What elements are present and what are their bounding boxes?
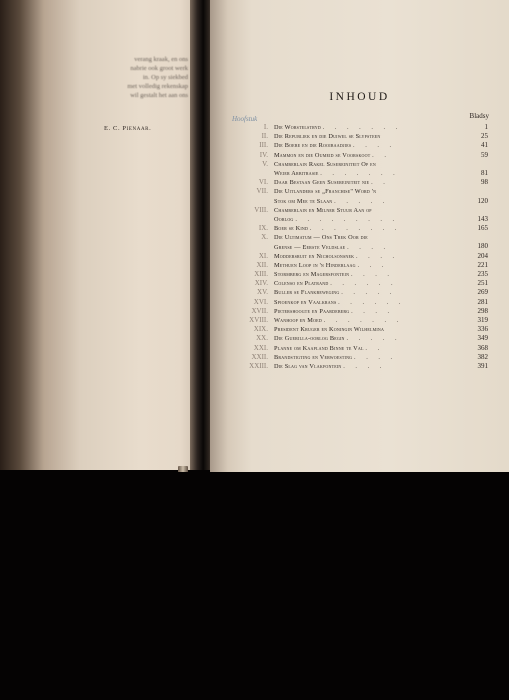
page-number: 298 xyxy=(477,306,488,315)
toc-entry xyxy=(212,123,502,132)
toc-entry xyxy=(212,325,502,334)
chapter-title xyxy=(274,132,454,141)
chapter-title-text: Chamberlain en Milner Stuur Aan op xyxy=(274,206,372,214)
page-number: 1 xyxy=(484,123,488,131)
toc-entry xyxy=(212,160,502,178)
chapter-number: XI. xyxy=(258,251,268,260)
left-page-line: nabrie ook groot werk xyxy=(130,65,188,72)
page-number: 221 xyxy=(477,260,488,269)
dark-background xyxy=(0,472,509,700)
leader-dots: . . . . xyxy=(356,252,399,260)
chapter-number: XV. xyxy=(257,288,268,297)
chapter-number: III. xyxy=(259,141,268,150)
chapter-title-text: Pietershoogte en Paardeberg xyxy=(274,307,350,315)
chapter-number: XXII. xyxy=(251,352,268,361)
leader-dots: . . . . xyxy=(350,271,394,279)
leader-dots: . . . . xyxy=(353,142,396,150)
leader-dots: . . . . xyxy=(347,243,390,251)
leader-dots: . . . . xyxy=(354,353,397,361)
leader-dots: . . . . . . . xyxy=(322,124,402,131)
leader-dots: . . xyxy=(365,344,384,352)
leader-dots: . . . . . . xyxy=(338,298,405,306)
leader-dots: . . . . xyxy=(351,307,394,315)
chapter-number: II. xyxy=(261,132,268,141)
chapter-title-text: Methuen Loop in 'n Hinderlaag xyxy=(274,261,356,269)
chapter-column-label: Hoofstuk xyxy=(232,115,258,123)
chapter-title xyxy=(274,362,454,371)
chapter-title-text: Daar Bestaan Geen Susereiniteit nie xyxy=(274,179,370,187)
page-number: 204 xyxy=(477,251,488,260)
chapter-title-continued: Oorlog xyxy=(274,215,294,223)
right-page xyxy=(210,0,509,472)
toc-entry xyxy=(212,187,502,205)
leader-dots: . . . . . . . xyxy=(320,169,400,177)
toc-entry xyxy=(212,288,502,297)
chapter-title xyxy=(274,279,454,288)
page-number: 81 xyxy=(481,168,488,177)
chapter-title-text: Die Slag van Vlakfontein xyxy=(274,362,342,370)
left-page-line: in. Op sy siekbed xyxy=(142,74,188,81)
chapter-title xyxy=(274,141,454,150)
chapter-number: XVI. xyxy=(253,297,268,306)
chapter-number: V. xyxy=(262,159,268,168)
chapter-number: I. xyxy=(263,123,268,131)
toc-entry xyxy=(212,270,502,279)
chapter-title-text: Die Worstelstryd xyxy=(274,124,321,131)
chapter-number: VIII. xyxy=(254,205,268,214)
chapter-title-text: Die Ultimatum — Ons Trek Oor die xyxy=(274,234,368,242)
page-number: 165 xyxy=(477,224,488,233)
chapter-number: XXI. xyxy=(253,343,268,352)
page-number: 391 xyxy=(477,361,488,370)
chapter-number: VII. xyxy=(256,187,268,196)
page-number: 120 xyxy=(477,196,488,205)
chapter-title-text: Mammon en die Oumeid se Voorskoot xyxy=(274,151,371,159)
leader-dots: . . . . . xyxy=(341,289,396,297)
chapter-number: VI. xyxy=(258,178,268,187)
toc-entry xyxy=(212,362,502,371)
chapter-number: XXIII. xyxy=(249,361,268,370)
toc-entry xyxy=(212,334,502,343)
toc-entry xyxy=(212,307,502,316)
author-signature: E. C. Pienaar. xyxy=(104,125,152,132)
chapter-title xyxy=(274,353,454,362)
chapter-title-text: Die Uitlanders se „Franchise" Word 'n xyxy=(274,188,377,196)
toc-entry xyxy=(212,279,502,288)
toc-entry xyxy=(212,178,502,187)
chapter-title xyxy=(274,270,454,279)
page-number: 368 xyxy=(477,343,488,352)
chapter-number: XIV. xyxy=(254,279,268,288)
chapter-title-text: Die Republiek en die Duiwel se Slypsteen xyxy=(274,133,381,141)
left-page-line: wil gestalt het aan ons xyxy=(130,92,188,99)
chapter-number: XII. xyxy=(256,260,268,269)
left-page-line: met volledig rekenskap xyxy=(127,83,188,90)
chapter-title xyxy=(274,261,454,270)
table-of-contents xyxy=(212,123,502,371)
chapter-number: XX. xyxy=(256,334,268,343)
chapter-title xyxy=(274,344,454,353)
chapter-title xyxy=(274,151,454,160)
chapter-title xyxy=(274,206,454,224)
chapter-title-text: Buller se Flankbeweging xyxy=(274,289,340,297)
chapter-title xyxy=(274,160,454,178)
chapter-title-continued: Weier Arbitrasie xyxy=(274,169,319,177)
toc-entry xyxy=(212,206,502,224)
chapter-number: XIX. xyxy=(253,325,268,334)
page-number: 319 xyxy=(477,316,488,324)
chapter-number: XVII. xyxy=(251,306,268,315)
toc-entry xyxy=(212,151,502,160)
page-column-label: Bladsy xyxy=(469,112,489,120)
page-number: 98 xyxy=(481,178,488,187)
chapter-number: XVIII. xyxy=(249,316,268,324)
chapter-title-text: Boer se Kind xyxy=(274,225,309,233)
chapter-title-text: Stormberg en Magersfontein xyxy=(274,271,350,279)
leader-dots: . . . . xyxy=(343,362,386,370)
page-number: 180 xyxy=(477,242,488,251)
chapter-title xyxy=(274,224,454,233)
toc-entry xyxy=(212,132,502,141)
toc-entry xyxy=(212,344,502,353)
toc-entry xyxy=(212,353,502,362)
page-number: 25 xyxy=(481,132,488,141)
toc-entry xyxy=(212,298,502,307)
toc-entry xyxy=(212,316,502,325)
left-page xyxy=(0,0,200,470)
chapter-title xyxy=(274,233,454,251)
page-number: 269 xyxy=(477,288,488,297)
leader-dots: . . . xyxy=(357,261,388,269)
chapter-title-continued: Grense — Eerste Veldslae xyxy=(274,243,346,251)
chapter-title-text: President Kruger en Koningin Wilhelmina xyxy=(274,326,385,334)
chapter-title xyxy=(274,288,454,297)
chapter-title-text: Spioenkop en Vaalkrans xyxy=(274,298,337,306)
chapter-title-text: Die Guerilla-oorlog Begin xyxy=(274,335,345,343)
page-number: 235 xyxy=(477,270,488,279)
page-number: 349 xyxy=(477,334,488,343)
chapter-title-text: Wanhoop en Moed xyxy=(274,317,322,324)
page-number: 382 xyxy=(477,352,488,361)
page-title: INHOUD xyxy=(329,91,390,103)
chapter-title xyxy=(274,123,454,132)
leader-dots: . . . . . xyxy=(346,335,402,343)
chapter-title-text: Planne om Kaapland Binne te Val xyxy=(274,344,364,352)
leader-dots: . . . . . xyxy=(334,197,389,205)
chapter-number: IX. xyxy=(258,224,268,233)
chapter-title-text: Chamberlain Rakel Susereiniteit Op en xyxy=(274,160,376,168)
page-number: 143 xyxy=(477,214,488,223)
chapter-title xyxy=(274,187,454,205)
chapter-title xyxy=(274,325,454,334)
leader-dots: . . . . . . . . . xyxy=(295,215,399,223)
page-number: 251 xyxy=(477,279,488,288)
toc-entry xyxy=(212,252,502,261)
toc-entry xyxy=(212,261,502,270)
page-number: 59 xyxy=(481,150,488,159)
chapter-title xyxy=(274,298,454,307)
leader-dots: . . . . . . xyxy=(330,280,398,288)
chapter-number: X. xyxy=(261,233,268,242)
leader-dots: . . . . . . . . xyxy=(309,225,401,233)
page-number: 281 xyxy=(477,297,488,306)
chapter-title-continued: Stok om Mee te Slaan xyxy=(274,197,333,205)
chapter-title xyxy=(274,316,454,325)
leader-dots: . . . . . . . xyxy=(323,317,403,324)
chapter-title-text: Die Boere en die Rooibaadjies xyxy=(274,142,352,150)
chapter-title xyxy=(274,334,454,343)
chapter-title xyxy=(274,252,454,261)
toc-entry xyxy=(212,224,502,233)
left-page-line: verang kraak, en ons xyxy=(134,56,188,63)
leader-dots: . . xyxy=(372,151,391,159)
page-number: 41 xyxy=(481,141,488,150)
left-page-text xyxy=(78,55,188,100)
page-number: 336 xyxy=(477,325,488,334)
toc-entry xyxy=(212,141,502,150)
leader-dots: . . xyxy=(371,179,390,187)
chapter-title-text: Brandstigting en Verwoesting xyxy=(274,353,353,361)
toc-entry xyxy=(212,233,502,251)
chapter-title xyxy=(274,178,454,187)
chapter-title xyxy=(274,307,454,316)
chapter-number: XIII. xyxy=(254,270,268,279)
chapter-title-text: Moddersruit en Nicholsonsnek xyxy=(274,252,355,260)
chapter-title-text: Colenso en Platrand xyxy=(274,280,329,288)
chapter-number: IV. xyxy=(259,150,268,159)
